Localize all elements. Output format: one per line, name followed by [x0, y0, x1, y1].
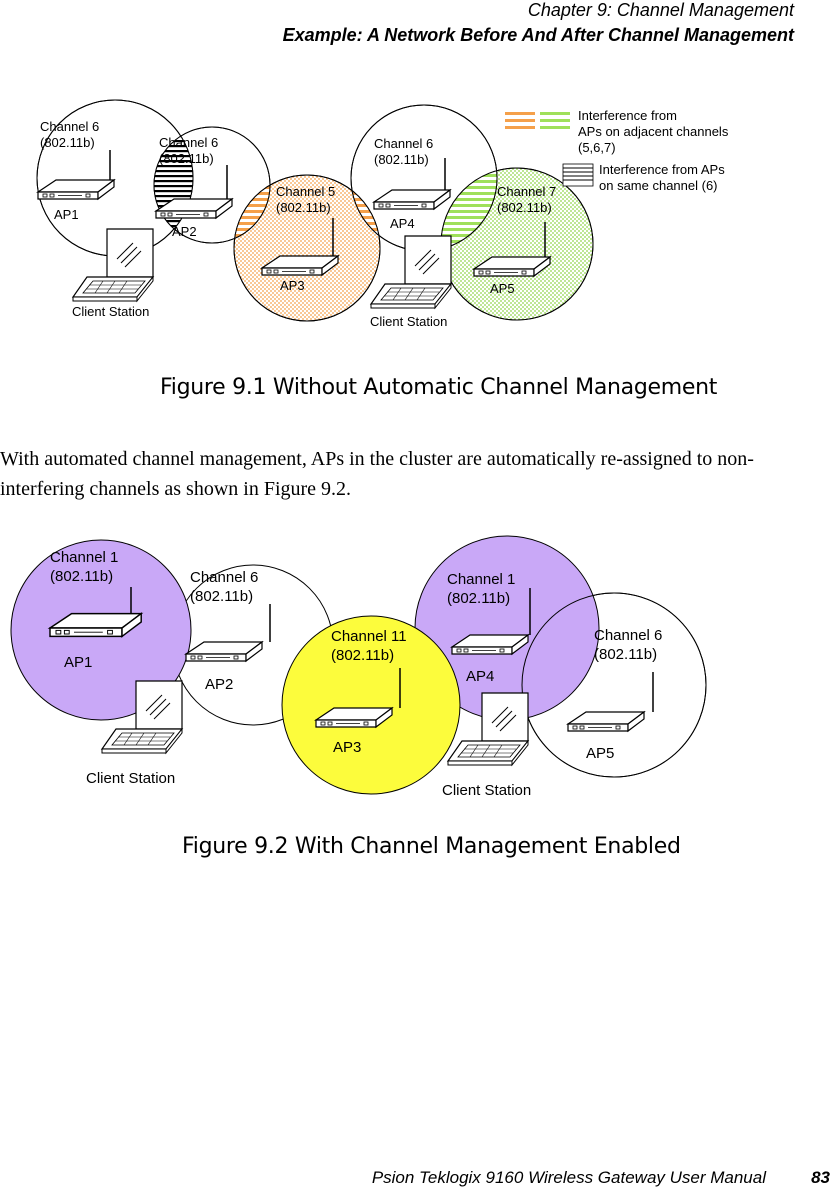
ap3-mode-label: (802.11b) [331, 647, 395, 664]
figure-1-diagram [0, 95, 834, 345]
chapter-header: Chapter 9: Channel Management [527, 0, 794, 20]
legend-adjacent-text-line3: (5,6,7) [578, 140, 616, 155]
client-station-label-1: Client Station [86, 770, 176, 787]
ap1-name-label: AP1 [64, 654, 93, 671]
ap5-channel-label: Channel 7 [497, 184, 557, 199]
ap4-name-label: AP4 [466, 668, 495, 685]
legend-adjacent-text-line1: Interference from [578, 108, 677, 123]
client-station-label-2: Client Station [370, 314, 448, 329]
ap2-channel-label: Channel 6 [190, 569, 259, 586]
figure-2-caption: Figure 9.2 With Channel Management Enabled [182, 834, 681, 859]
ap1-mode-label: (802.11b) [50, 568, 114, 585]
legend-same-text-line2: on same channel (6) [599, 178, 718, 193]
section-header: Example: A Network Before And After Channel Management [282, 25, 794, 45]
ap5-name-label: AP5 [586, 745, 615, 762]
access-point-ap1 [38, 150, 114, 199]
ap4-name-label: AP4 [390, 216, 415, 231]
ap3-channel-label: Channel 11 [331, 628, 407, 645]
ap1-channel-label: Channel 1 [50, 549, 119, 566]
ap5-channel-label: Channel 6 [594, 627, 663, 644]
legend-same-text-line1: Interference from APs [599, 162, 725, 177]
ap5-mode-label: (802.11b) [594, 646, 658, 663]
client-station-label-1: Client Station [72, 304, 150, 319]
ap2-mode-label: (802.11b) [190, 588, 254, 605]
ap2-channel-label: Channel 6 [159, 135, 219, 150]
ap5-name-label: AP5 [490, 281, 515, 296]
ap4-channel-label: Channel 1 [447, 571, 516, 588]
ap4-mode-label: (802.11b) [447, 590, 511, 607]
ap3-name-label: AP3 [333, 739, 362, 756]
client-station-label-2: Client Station [442, 782, 532, 799]
footer-manual-title: Psion Teklogix 9160 Wireless Gateway User Manual [371, 1168, 766, 1187]
legend-adjacent-swatch-orange [505, 112, 535, 129]
figure-1-caption: Figure 9.1 Without Automatic Channel Management [160, 375, 718, 400]
page-footer [0, 1168, 834, 1192]
legend-adjacent-swatch-green [540, 112, 570, 129]
figure-2-diagram [0, 525, 834, 810]
legend-adjacent-text-line2: APs on adjacent channels [578, 124, 729, 139]
ap3-name-label: AP3 [280, 278, 305, 293]
ap4-mode-label: (802.11b) [374, 152, 429, 167]
ap3-channel-label: Channel 5 [276, 184, 336, 199]
client-station-laptop-2 [371, 236, 451, 308]
page-number: 83 [811, 1168, 830, 1187]
ap4-channel-label: Channel 6 [374, 136, 434, 151]
ap5-mode-label: (802.11b) [497, 200, 552, 215]
ap1-mode-label: (802.11b) [40, 135, 95, 150]
ap2-mode-label: (802.11b) [159, 151, 214, 166]
ap3-mode-label: (802.11b) [276, 200, 331, 215]
legend-same-swatch [563, 164, 593, 186]
body-paragraph: With automated channel management, APs in the cluster are automatically re-assigned to non-interfering channels as shown in Figure 9.2. [0, 448, 754, 500]
client-station-laptop-1 [73, 229, 153, 301]
ap2-name-label: AP2 [205, 676, 234, 693]
ap2-name-label: AP2 [172, 224, 197, 239]
ap1-name-label: AP1 [54, 207, 79, 222]
ap1-channel-label: Channel 6 [40, 119, 100, 134]
